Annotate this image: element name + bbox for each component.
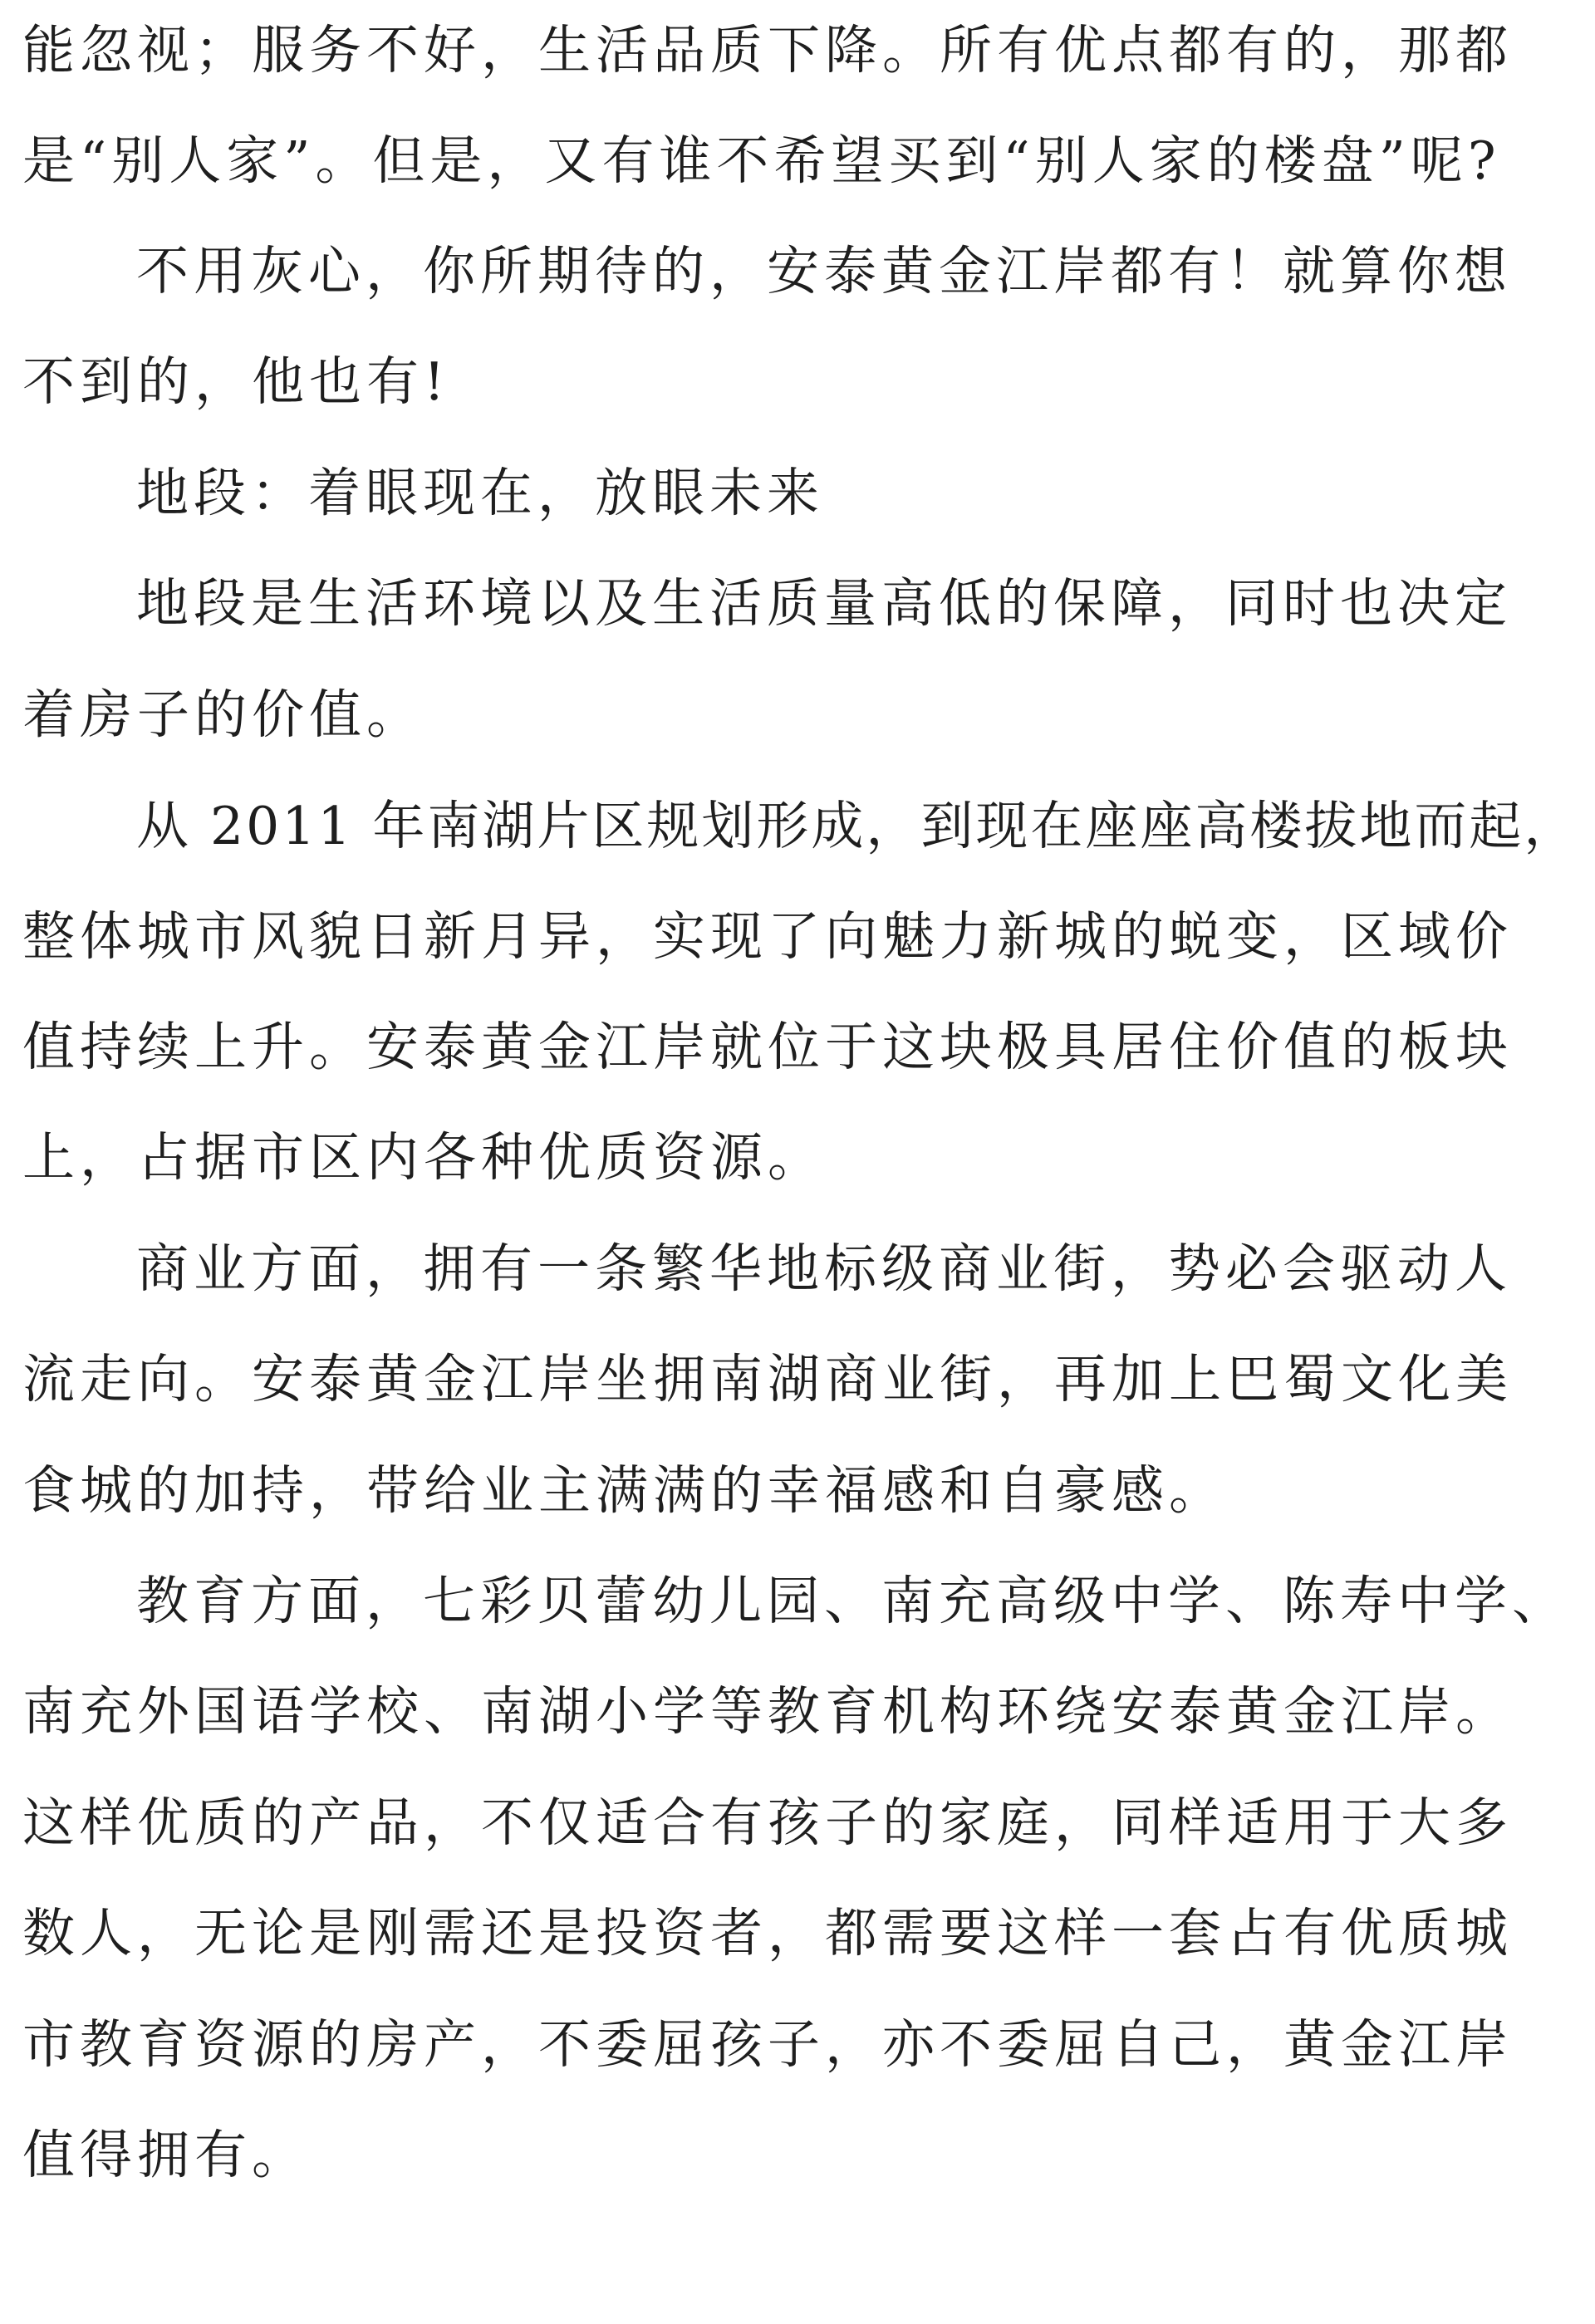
text-line: 数人，无论是刚需还是投资者，都需要这样一套占有优质城 <box>22 1903 1513 1964</box>
text-line: 食城的加持，带给业主满满的幸福感和自豪感。 <box>22 1460 1226 1521</box>
text-line: 流走向。安泰黄金江岸坐拥南湖商业街，再加上巴蜀文化美 <box>22 1349 1513 1410</box>
section-heading: 地段：着眼现在，放眼未来 <box>136 463 824 523</box>
text-line: 从 2011 年南湖片区规划形成，到现在座座高楼拔地而起， <box>136 796 1579 856</box>
text-line: 值持续上升。安泰黄金江岸就位于这块极具居住价值的板块 <box>22 1017 1513 1077</box>
text-line: 是“别人家”。但是，又有谁不希望买到“别人家的楼盘”呢? <box>22 130 1501 191</box>
text-line: 这样优质的产品，不仅适合有孩子的家庭，同样适用于大多 <box>22 1792 1513 1853</box>
text-line: 上，占据市区内各种优质资源。 <box>22 1127 825 1188</box>
text-line: 整体城市风貌日新月异，实现了向魅力新城的蜕变，区域价 <box>22 906 1513 967</box>
text-line: 教育方面，七彩贝蕾幼儿园、南充高级中学、陈寿中学、 <box>136 1571 1569 1631</box>
text-line: 不用灰心，你所期待的，安泰黄金江岸都有！就算你想 <box>136 241 1512 302</box>
text-line: 着房子的价值。 <box>22 684 424 745</box>
text-line: 南充外国语学校、南湖小学等教育机构环绕安泰黄金江岸。 <box>22 1681 1513 1742</box>
text-line: 值得拥有。 <box>22 2125 309 2185</box>
text-line: 商业方面，拥有一条繁华地标级商业街，势必会驱动人 <box>136 1238 1512 1299</box>
text-line: 地段是生活环境以及生活质量高低的保障，同时也决定 <box>136 573 1512 634</box>
text-line: 能忽视；服务不好，生活品质下降。所有优点都有的，那都 <box>22 20 1513 81</box>
text-line: 市教育资源的房产，不委屈孩子，亦不委屈自己，黄金江岸 <box>22 2014 1513 2075</box>
text-line: 不到的，他也有! <box>22 351 450 412</box>
